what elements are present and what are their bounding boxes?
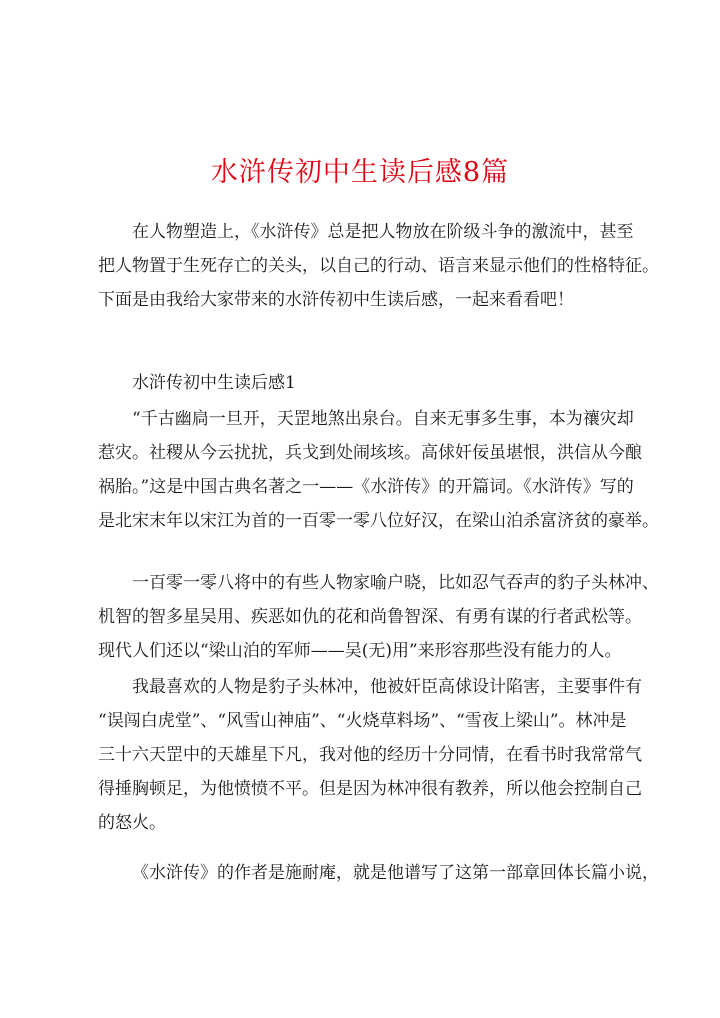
section-subheading bbox=[98, 366, 640, 400]
text-line: 在人物塑造上，《水浒传》总是把人物放在阶级斗争的激流中，甚至 bbox=[132, 222, 634, 242]
text-line: 把人物置于生死存亡的关头，以自己的行动、语言来显示他们的性格特征。 bbox=[98, 256, 659, 276]
text-line: 惹灾。社稷从今云扰扰，兵戈到处闹垓垓。高俅奸佞虽堪恨，洪信从今酿 bbox=[98, 443, 642, 463]
body-paragraph bbox=[98, 402, 659, 538]
text-line: 下面是由我给大家带来的水浒传初中生读后感，一起来看看吧！ bbox=[98, 290, 574, 310]
text-line: 得捶胸顿足，为他愤愤不平。但是因为林冲很有教养，所以他会控制自己 bbox=[98, 779, 642, 799]
body-paragraph bbox=[98, 566, 659, 668]
body-paragraph bbox=[98, 670, 640, 840]
text-line: “千古幽扃一旦开，天罡地煞出泉台。自来无事多生事，本为禳灾却 bbox=[132, 409, 634, 429]
document-title: 水浒传初中生读后感8篇 bbox=[210, 157, 510, 188]
text-line: 是北宋末年以宋江为首的一百零一零八位好汉，在梁山泊杀富济贫的豪举。 bbox=[98, 511, 659, 531]
intro-paragraph bbox=[98, 215, 659, 317]
subheading-text: 水浒传初中生读后感1 bbox=[132, 373, 296, 393]
text-line: 祸胎。”这是中国古典名著之一——《水浒传》的开篇词。《水浒传》写的 bbox=[98, 477, 634, 497]
text-line: 一百零一零八将中的有些人物家喻户晓，比如忍气吞声的豹子头林冲、 bbox=[132, 573, 659, 593]
text-line: 的怒火。 bbox=[98, 813, 166, 833]
text-line: 三十六天罡中的天雄星下凡，我对他的经历十分同情，在看书时我常常气 bbox=[98, 745, 642, 765]
text-line: 现代人们还以“梁山泊的军师——吴(无)用”来形容那些没有能力的人。 bbox=[98, 641, 622, 661]
text-line: 《水浒传》的作者是施耐庵，就是他谱写了这第一部章回体长篇小说， bbox=[132, 863, 659, 883]
body-paragraph bbox=[98, 856, 659, 890]
text-line: 我最喜欢的人物是豹子头林冲，他被奸臣高俅设计陷害，主要事件有 bbox=[132, 677, 642, 697]
text-line: “误闯白虎堂”、“风雪山神庙”、“火烧草料场”、“雪夜上梁山”。林冲是 bbox=[98, 711, 627, 731]
text-line: 机智的智多星吴用、疾恶如仇的花和尚鲁智深、有勇有谋的行者武松等。 bbox=[98, 607, 642, 627]
